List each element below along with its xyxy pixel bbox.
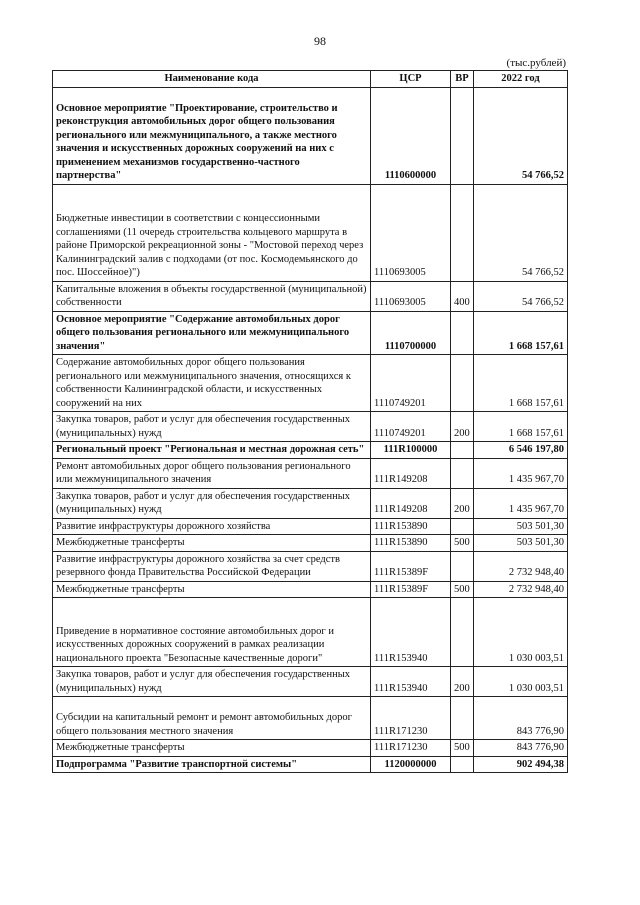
row-vr: 200 <box>451 667 474 697</box>
row-amount: 54 766,52 <box>474 87 568 184</box>
row-amount: 843 776,90 <box>474 697 568 740</box>
row-vr <box>451 355 474 412</box>
row-vr: 400 <box>451 281 474 311</box>
row-name: Региональный проект "Региональная и местная дорожная сеть" <box>53 442 371 459</box>
row-name: Основное мероприятие "Проектирование, строительство и реконструкция автомобильных дорог общего пользования регионального или межмуниципального, а также местного значения и искусственных дорожных сооружений на них с применением механизмов государственно-частного партнерства" <box>53 87 371 184</box>
row-amount: 1 668 157,61 <box>474 311 568 355</box>
table-row <box>53 311 568 355</box>
row-vr <box>451 87 474 184</box>
table-row <box>53 535 568 552</box>
row-amount: 902 494,38 <box>474 756 568 773</box>
budget-table <box>52 70 568 773</box>
row-name: Приведение в нормативное состояние автомобильных дорог и искусственных дорожных сооружений в рамках реализации национального проекта "Безопасные качественные дороги" <box>53 598 371 667</box>
header-csr: ЦСР <box>371 71 451 88</box>
row-csr: 111R153890 <box>371 518 451 535</box>
row-vr <box>451 697 474 740</box>
row-amount: 54 766,52 <box>474 281 568 311</box>
row-csr: 1110700000 <box>371 311 451 355</box>
row-vr: 500 <box>451 581 474 598</box>
row-csr: 111R153940 <box>371 667 451 697</box>
row-name: Капитальные вложения в объекты государственной (муниципальной) собственности <box>53 281 371 311</box>
table-row <box>53 518 568 535</box>
row-amount: 1 030 003,51 <box>474 667 568 697</box>
row-vr: 500 <box>451 535 474 552</box>
row-vr: 500 <box>451 740 474 757</box>
row-csr: 1110600000 <box>371 87 451 184</box>
row-name: Содержание автомобильных дорог общего пользования регионального или межмуниципального значения, относящихся к собственности Калининградской области, и искусственных сооружений на них <box>53 355 371 412</box>
row-vr: 200 <box>451 488 474 518</box>
row-name: Подпрограмма "Развитие транспортной системы" <box>53 756 371 773</box>
table-header-row <box>53 71 568 88</box>
table-row <box>53 281 568 311</box>
table-row <box>53 740 568 757</box>
row-csr: 111R149208 <box>371 458 451 488</box>
row-amount: 1 668 157,61 <box>474 355 568 412</box>
table-row <box>53 551 568 581</box>
table-row <box>53 581 568 598</box>
row-name: Межбюджетные трансферты <box>53 535 371 552</box>
row-amount: 1 668 157,61 <box>474 412 568 442</box>
row-csr: 111R100000 <box>371 442 451 459</box>
row-csr: 1110749201 <box>371 412 451 442</box>
row-name: Бюджетные инвестиции в соответствии с концессионными соглашениями (11 очередь строительства кольцевого маршрута в районе Приморской рекреационной зоны - "Мостовой переход через Калининградский залив с подходами (от пос. Космодемьянского до пос. Шоссейное)") <box>53 184 371 281</box>
row-vr <box>451 458 474 488</box>
row-vr <box>451 756 474 773</box>
table-row <box>53 598 568 667</box>
table-row <box>53 458 568 488</box>
row-vr <box>451 551 474 581</box>
row-vr <box>451 518 474 535</box>
row-amount: 2 732 948,40 <box>474 581 568 598</box>
table-row <box>53 697 568 740</box>
table-row <box>53 184 568 281</box>
unit-note: (тыс.рублей) <box>506 57 566 69</box>
table-row <box>53 488 568 518</box>
row-csr: 1120000000 <box>371 756 451 773</box>
page-number: 98 <box>314 34 326 48</box>
row-csr: 111R149208 <box>371 488 451 518</box>
row-vr <box>451 442 474 459</box>
row-vr <box>451 311 474 355</box>
row-name: Развитие инфраструктуры дорожного хозяйства за счет средств резервного фонда Правительства Российской Федерации <box>53 551 371 581</box>
header-name: Наименование кода <box>53 71 371 88</box>
row-csr: 1110693005 <box>371 281 451 311</box>
row-name: Межбюджетные трансферты <box>53 740 371 757</box>
row-name: Закупка товаров, работ и услуг для обеспечения государственных (муниципальных) нужд <box>53 412 371 442</box>
row-name: Межбюджетные трансферты <box>53 581 371 598</box>
row-name: Развитие инфраструктуры дорожного хозяйства <box>53 518 371 535</box>
row-amount: 1 435 967,70 <box>474 458 568 488</box>
row-csr: 1110749201 <box>371 355 451 412</box>
row-csr: 1110693005 <box>371 184 451 281</box>
row-amount: 1 030 003,51 <box>474 598 568 667</box>
row-csr: 111R153940 <box>371 598 451 667</box>
header-year: 2022 год <box>474 71 568 88</box>
row-name: Основное мероприятие "Содержание автомобильных дорог общего пользования регионального или межмуниципального значения" <box>53 311 371 355</box>
row-csr: 111R171230 <box>371 740 451 757</box>
row-name: Субсидии на капитальный ремонт и ремонт автомобильных дорог общего пользования местного значения <box>53 697 371 740</box>
row-amount: 843 776,90 <box>474 740 568 757</box>
table-row <box>53 667 568 697</box>
header-vr: ВР <box>451 71 474 88</box>
row-amount: 503 501,30 <box>474 535 568 552</box>
row-csr: 111R171230 <box>371 697 451 740</box>
row-vr <box>451 184 474 281</box>
table-row <box>53 442 568 459</box>
row-amount: 503 501,30 <box>474 518 568 535</box>
row-csr: 111R15389F <box>371 581 451 598</box>
row-vr <box>451 598 474 667</box>
table-row <box>53 87 568 184</box>
row-amount: 54 766,52 <box>474 184 568 281</box>
table-row <box>53 355 568 412</box>
row-amount: 1 435 967,70 <box>474 488 568 518</box>
table-row <box>53 412 568 442</box>
table-row <box>53 756 568 773</box>
row-csr: 111R15389F <box>371 551 451 581</box>
row-amount: 2 732 948,40 <box>474 551 568 581</box>
row-vr: 200 <box>451 412 474 442</box>
row-csr: 111R153890 <box>371 535 451 552</box>
row-amount: 6 546 197,80 <box>474 442 568 459</box>
row-name: Закупка товаров, работ и услуг для обеспечения государственных (муниципальных) нужд <box>53 667 371 697</box>
row-name: Закупка товаров, работ и услуг для обеспечения государственных (муниципальных) нужд <box>53 488 371 518</box>
row-name: Ремонт автомобильных дорог общего пользования регионального или межмуниципального значения <box>53 458 371 488</box>
